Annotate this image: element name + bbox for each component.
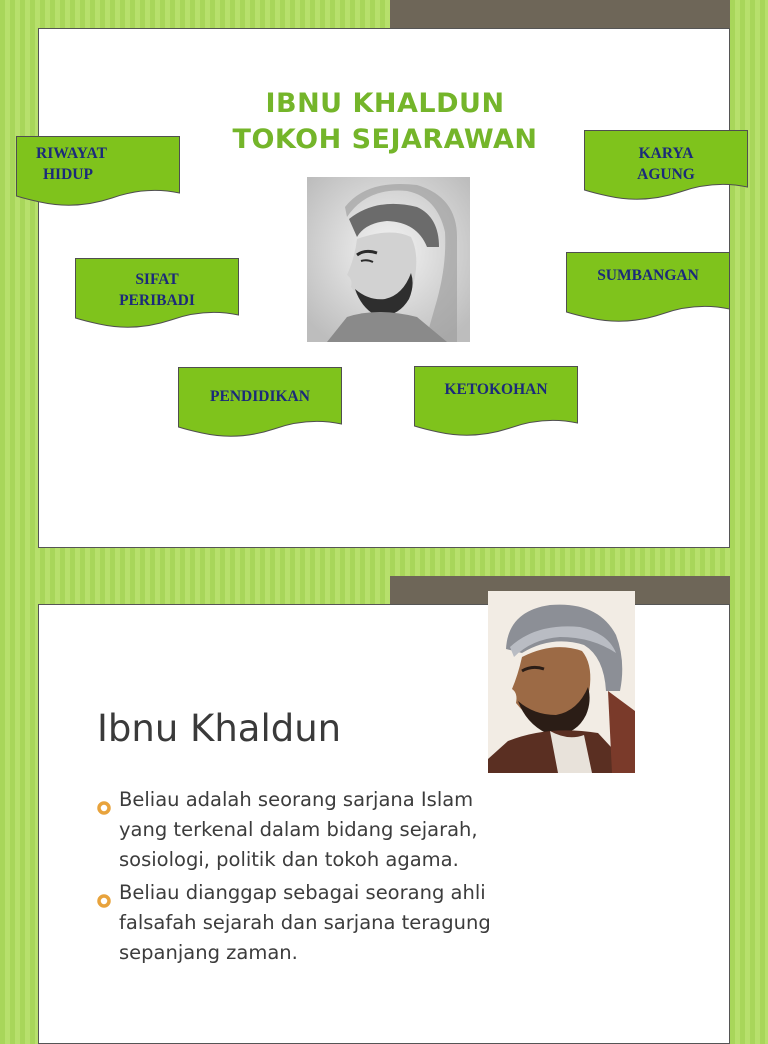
bullet-circle-icon [97, 887, 111, 917]
bullet-2-line-3: sepanjang zaman. [119, 941, 298, 964]
bullet-list [97, 785, 617, 971]
bullet-1-line-1: Beliau adalah seorang sarjana Islam [119, 788, 474, 811]
bullet-2-line-2: falsafah sejarah dan sarjana teragung [119, 911, 491, 934]
tag-sumbangan[interactable] [566, 252, 730, 324]
ibnu-khaldun-color-portrait [488, 591, 635, 773]
tag-sifat-peribadi-line1: SIFAT [135, 271, 179, 288]
slide2-heading: Ibnu Khaldun [97, 707, 342, 750]
tag-riwayat-hidup-line1: RIWAYAT [36, 145, 107, 162]
tag-karya-agung-line2: AGUNG [637, 166, 695, 183]
tag-pendidikan-label: PENDIDIKAN [210, 388, 310, 405]
tag-sifat-peribadi[interactable] [75, 258, 239, 330]
bullet-1-line-3: sosiologi, politik dan tokoh agama. [119, 848, 459, 871]
tag-sifat-peribadi-line2: PERIBADI [119, 292, 195, 309]
tag-riwayat-hidup[interactable] [16, 136, 180, 208]
tag-karya-agung-line1: KARYA [638, 145, 694, 162]
ibnu-khaldun-sketch-portrait [307, 177, 470, 342]
tag-sumbangan-label: SUMBANGAN [597, 267, 699, 284]
title-line-1: IBNU KHALDUN [265, 88, 505, 119]
bullet-2-line-1: Beliau dianggap sebagai seorang ahli [119, 881, 486, 904]
tag-pendidikan[interactable] [178, 367, 342, 439]
bullet-item [97, 878, 617, 968]
tag-karya-agung[interactable] [584, 130, 748, 202]
title-line-2: TOKOH SEJARAWAN [232, 124, 538, 155]
bullet-1-line-2: yang terkenal dalam bidang sejarah, [119, 818, 478, 841]
tag-ketokohan-label: KETOKOHAN [444, 381, 548, 398]
slide1-title [175, 86, 595, 158]
tag-shape [566, 252, 730, 324]
tag-riwayat-hidup-line2: HIDUP [43, 166, 93, 183]
bullet-circle-icon [97, 794, 111, 824]
bullet-item [97, 785, 617, 875]
tag-ketokohan[interactable] [414, 366, 578, 438]
tag-shape [414, 366, 578, 438]
